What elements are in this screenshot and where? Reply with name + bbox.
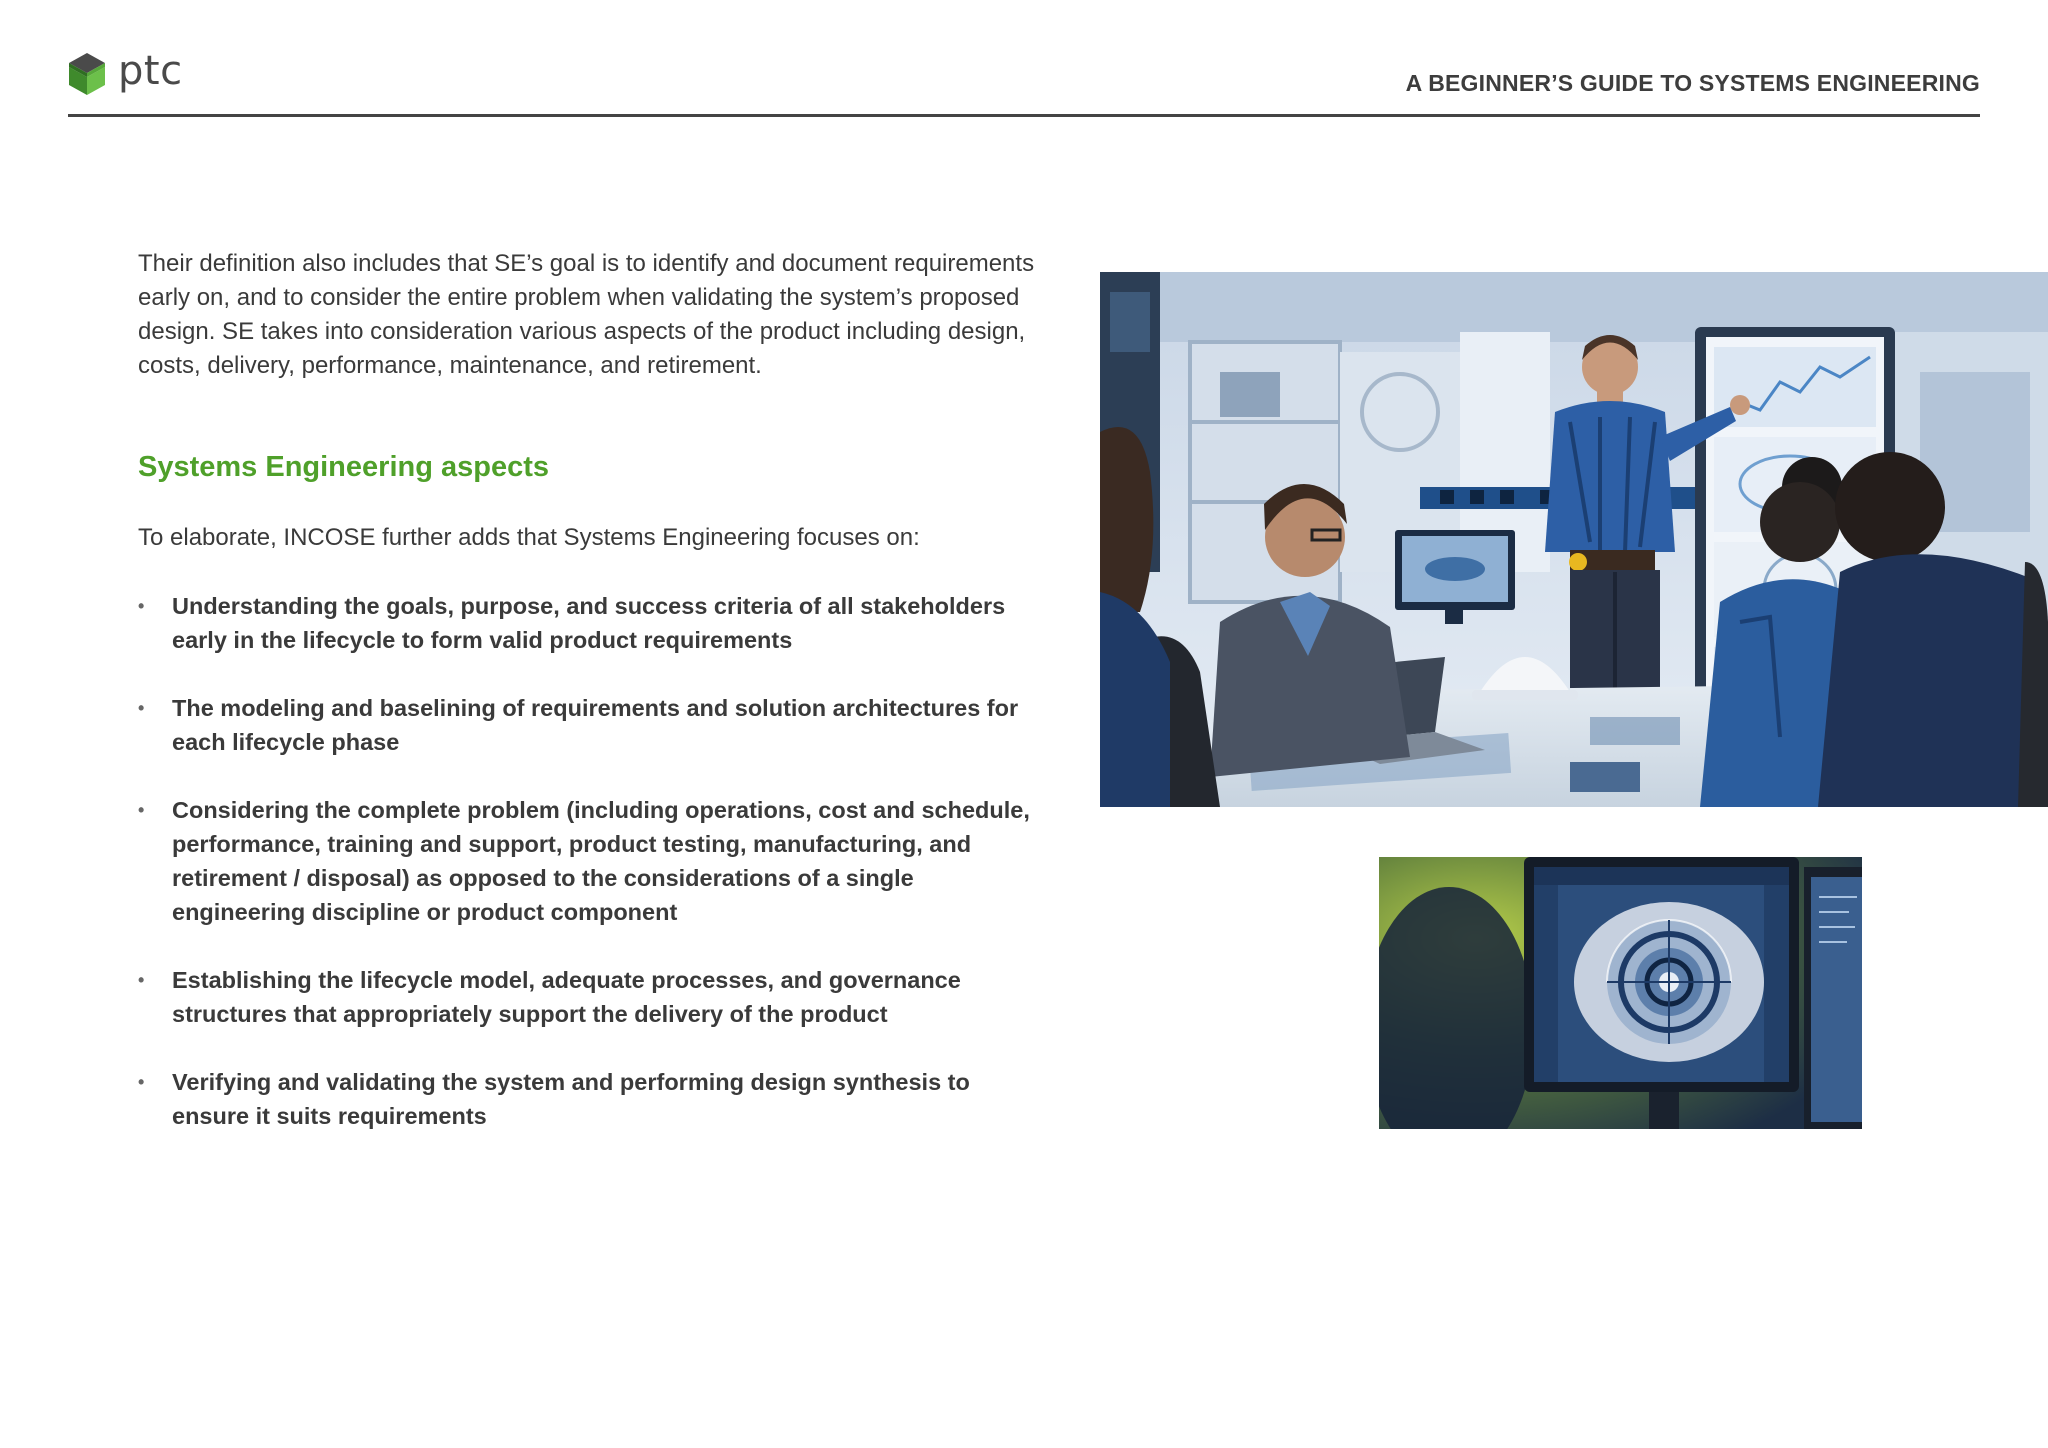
list-item-text: Considering the complete problem (including operations, cost and schedule, performance, training and support, product testing, manufacturing, and retirement / disposal) as opposed to the considerations of a single engineering discipline or product component: [172, 797, 1030, 925]
section-heading: Systems Engineering aspects: [138, 451, 549, 483]
bullet-icon: •: [138, 596, 145, 616]
team-meeting-photo: [1100, 272, 2048, 807]
bullet-icon: •: [138, 970, 145, 990]
bullet-icon: •: [138, 698, 145, 718]
document-title: A BEGINNER’S GUIDE TO SYSTEMS ENGINEERING: [1405, 70, 1980, 96]
ptc-logo-mark-icon: [68, 52, 106, 96]
list-item-text: Verifying and validating the system and performing design synthesis to ensure it suits requirements: [172, 1069, 970, 1129]
list-item-text: The modeling and baselining of requirements and solution architectures for each lifecycle phase: [172, 695, 1019, 755]
list-item: [138, 793, 1038, 929]
list-item: [138, 1065, 1038, 1133]
main-content: [138, 247, 1038, 1167]
list-item: [138, 589, 1038, 657]
logo-text: ptc: [118, 48, 183, 94]
lead-paragraph: To elaborate, INCOSE further adds that Systems Engineering focuses on:: [138, 524, 920, 551]
bullet-icon: •: [138, 1072, 145, 1092]
cad-monitor-photo: [1379, 857, 1862, 1129]
list-item-text: Establishing the lifecycle model, adequate processes, and governance structures that appropriately support the delivery of the product: [172, 967, 961, 1027]
ptc-logo: [68, 48, 183, 96]
list-item-text: Understanding the goals, purpose, and success criteria of all stakeholders early in the lifecycle to form valid product requirements: [172, 593, 1006, 653]
list-item: [138, 691, 1038, 759]
header-divider: [68, 114, 1980, 117]
focus-list: [138, 589, 1038, 1133]
intro-paragraph: Their definition also includes that SE’s goal is to identify and document requirements early on, and to consider the entire problem when validating the system’s proposed design. SE takes into consideration various aspects of the product including design, costs, delivery, performance, maintenance, and retirement.: [138, 250, 1035, 379]
list-item: [138, 963, 1038, 1031]
bullet-icon: •: [138, 800, 145, 820]
